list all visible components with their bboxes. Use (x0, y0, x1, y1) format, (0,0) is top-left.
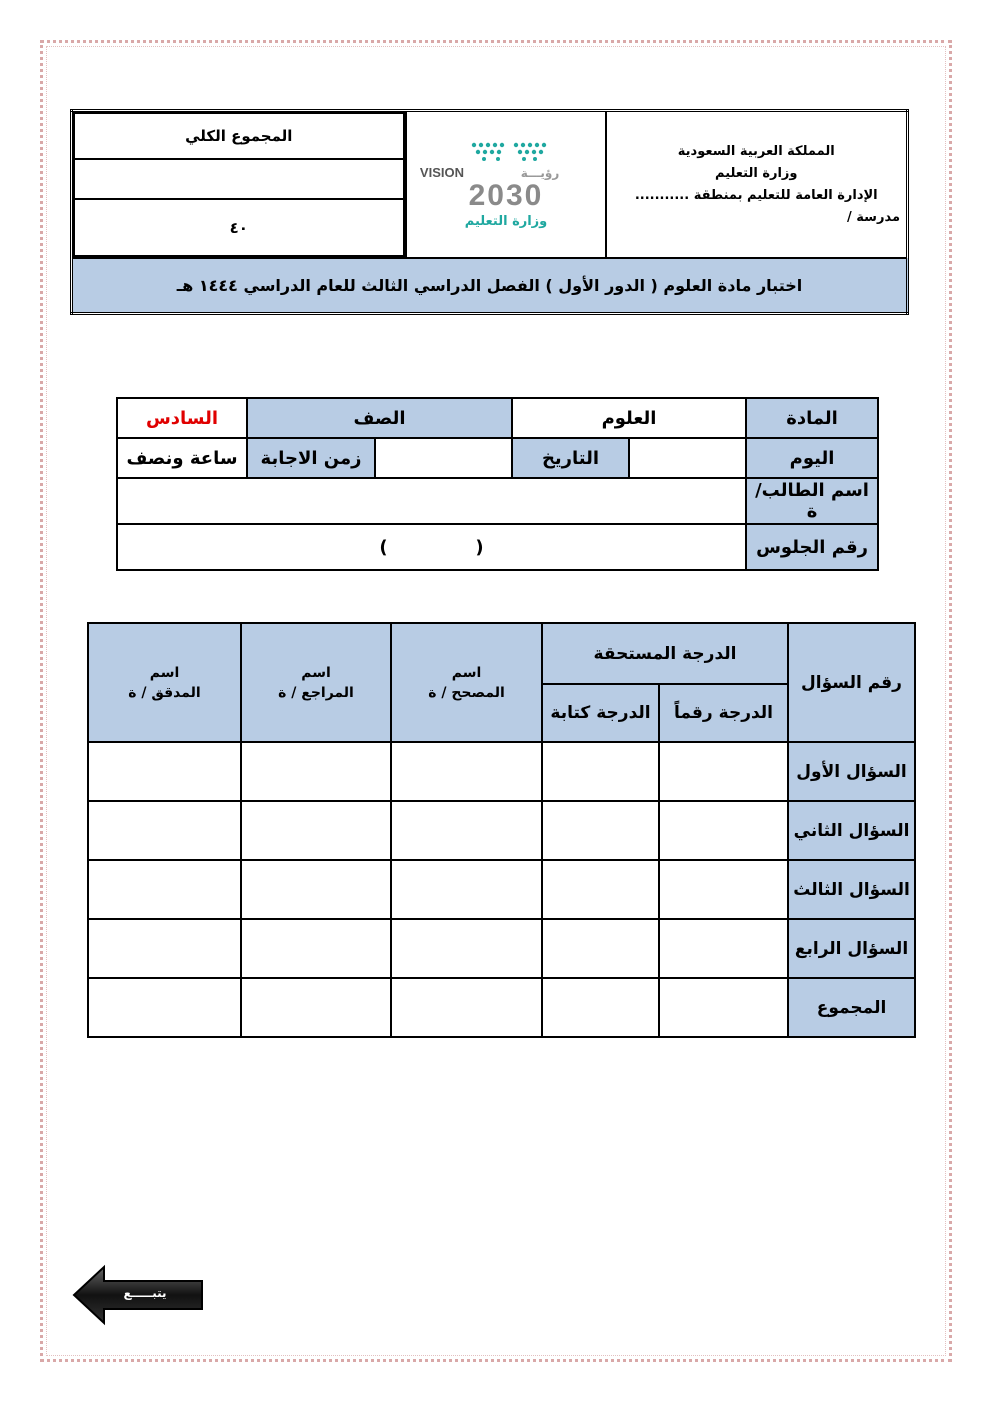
grade-digits-cell[interactable] (659, 919, 788, 978)
institution-block (606, 111, 908, 259)
grade-words-header: الدرجة كتابة (542, 684, 659, 742)
deserved-grade-header: الدرجة المستحقة (542, 623, 788, 684)
header-table (70, 109, 909, 315)
ministry-name: وزارة التعليم (715, 165, 798, 181)
continue-label: يتبـــــع (123, 1286, 167, 1300)
corrector-cell[interactable] (391, 801, 542, 860)
grade-digits-cell[interactable] (659, 978, 788, 1037)
svg-text:VISION: VISION (419, 164, 464, 180)
corrector-cell[interactable] (391, 742, 542, 801)
auditor-cell[interactable] (88, 978, 241, 1037)
student-info-table (116, 397, 879, 571)
auditor-cell[interactable] (88, 860, 241, 919)
grade-words-cell[interactable] (542, 978, 659, 1037)
student-name-value[interactable] (117, 478, 746, 524)
seat-number-label: رقم الجلوس (746, 524, 878, 570)
school-name: مدرسة / (847, 209, 900, 225)
corrector-cell[interactable] (391, 919, 542, 978)
grade-words-cell[interactable] (542, 860, 659, 919)
auditor-header: اسم المدقق / ة (88, 623, 241, 742)
svg-text:وزارة التعليم: وزارة التعليم (464, 213, 547, 229)
duration-label: زمن الاجابة (247, 438, 375, 478)
reviewer-cell[interactable] (241, 860, 391, 919)
row-label: السؤال الثالث (788, 860, 915, 919)
total-empty (74, 159, 404, 199)
grade-label: الصف (247, 398, 512, 438)
grade-digits-cell[interactable] (659, 742, 788, 801)
reviewer-cell[interactable] (241, 742, 391, 801)
logo-cell (406, 111, 606, 259)
grade-words-cell[interactable] (542, 801, 659, 860)
subject-value: العلوم (512, 398, 746, 438)
grade-digits-cell[interactable] (659, 860, 788, 919)
row-label: السؤال الثاني (788, 801, 915, 860)
row-label: المجموع (788, 978, 915, 1037)
education-admin: الإدارة العامة للتعليم بمنطقة ........... (634, 187, 878, 203)
country-name: المملكة العربية السعودية (677, 143, 835, 159)
subject-label: المادة (746, 398, 878, 438)
corrector-cell[interactable] (391, 978, 542, 1037)
row-label: السؤال الأول (788, 742, 915, 801)
seat-number-value[interactable]: ( ) (117, 524, 746, 570)
grades-table (87, 622, 916, 1038)
date-label: التاريخ (512, 438, 629, 478)
day-label: اليوم (746, 438, 878, 478)
total-score-table (73, 112, 405, 257)
grade-digits-header: الدرجة رقماً (659, 684, 788, 742)
grade-digits-cell[interactable] (659, 801, 788, 860)
svg-text:2030: 2030 (468, 178, 543, 212)
reviewer-cell[interactable] (241, 801, 391, 860)
reviewer-cell[interactable] (241, 978, 391, 1037)
auditor-cell[interactable] (88, 919, 241, 978)
grade-value: السادس (117, 398, 247, 438)
reviewer-cell[interactable] (241, 919, 391, 978)
total-value: ٤٠ (74, 199, 404, 256)
corrector-header: اسم المصحح / ة (391, 623, 542, 742)
svg-text:رؤيـــة: رؤيـــة (520, 165, 559, 180)
duration-value: ساعة ونصف (117, 438, 247, 478)
question-number-header: رقم السؤال (788, 623, 915, 742)
grade-words-cell[interactable] (542, 742, 659, 801)
exam-title: اختبار مادة العلوم ( الدور الأول ) الفصل الدراسي الثالث للعام الدراسي ١٤٤٤ هـ (72, 258, 908, 313)
auditor-cell[interactable] (88, 742, 241, 801)
corrector-cell[interactable] (391, 860, 542, 919)
day-value[interactable] (629, 438, 746, 478)
reviewer-header: اسم المراجع / ة (241, 623, 391, 742)
grade-words-cell[interactable] (542, 919, 659, 978)
auditor-cell[interactable] (88, 801, 241, 860)
row-label: السؤال الرابع (788, 919, 915, 978)
date-value[interactable] (375, 438, 512, 478)
student-name-label: اسم الطالب/ ة (746, 478, 878, 524)
vision-2030-logo (419, 133, 576, 233)
total-label: المجموع الكلي (74, 113, 404, 159)
total-score-cell (72, 111, 406, 259)
